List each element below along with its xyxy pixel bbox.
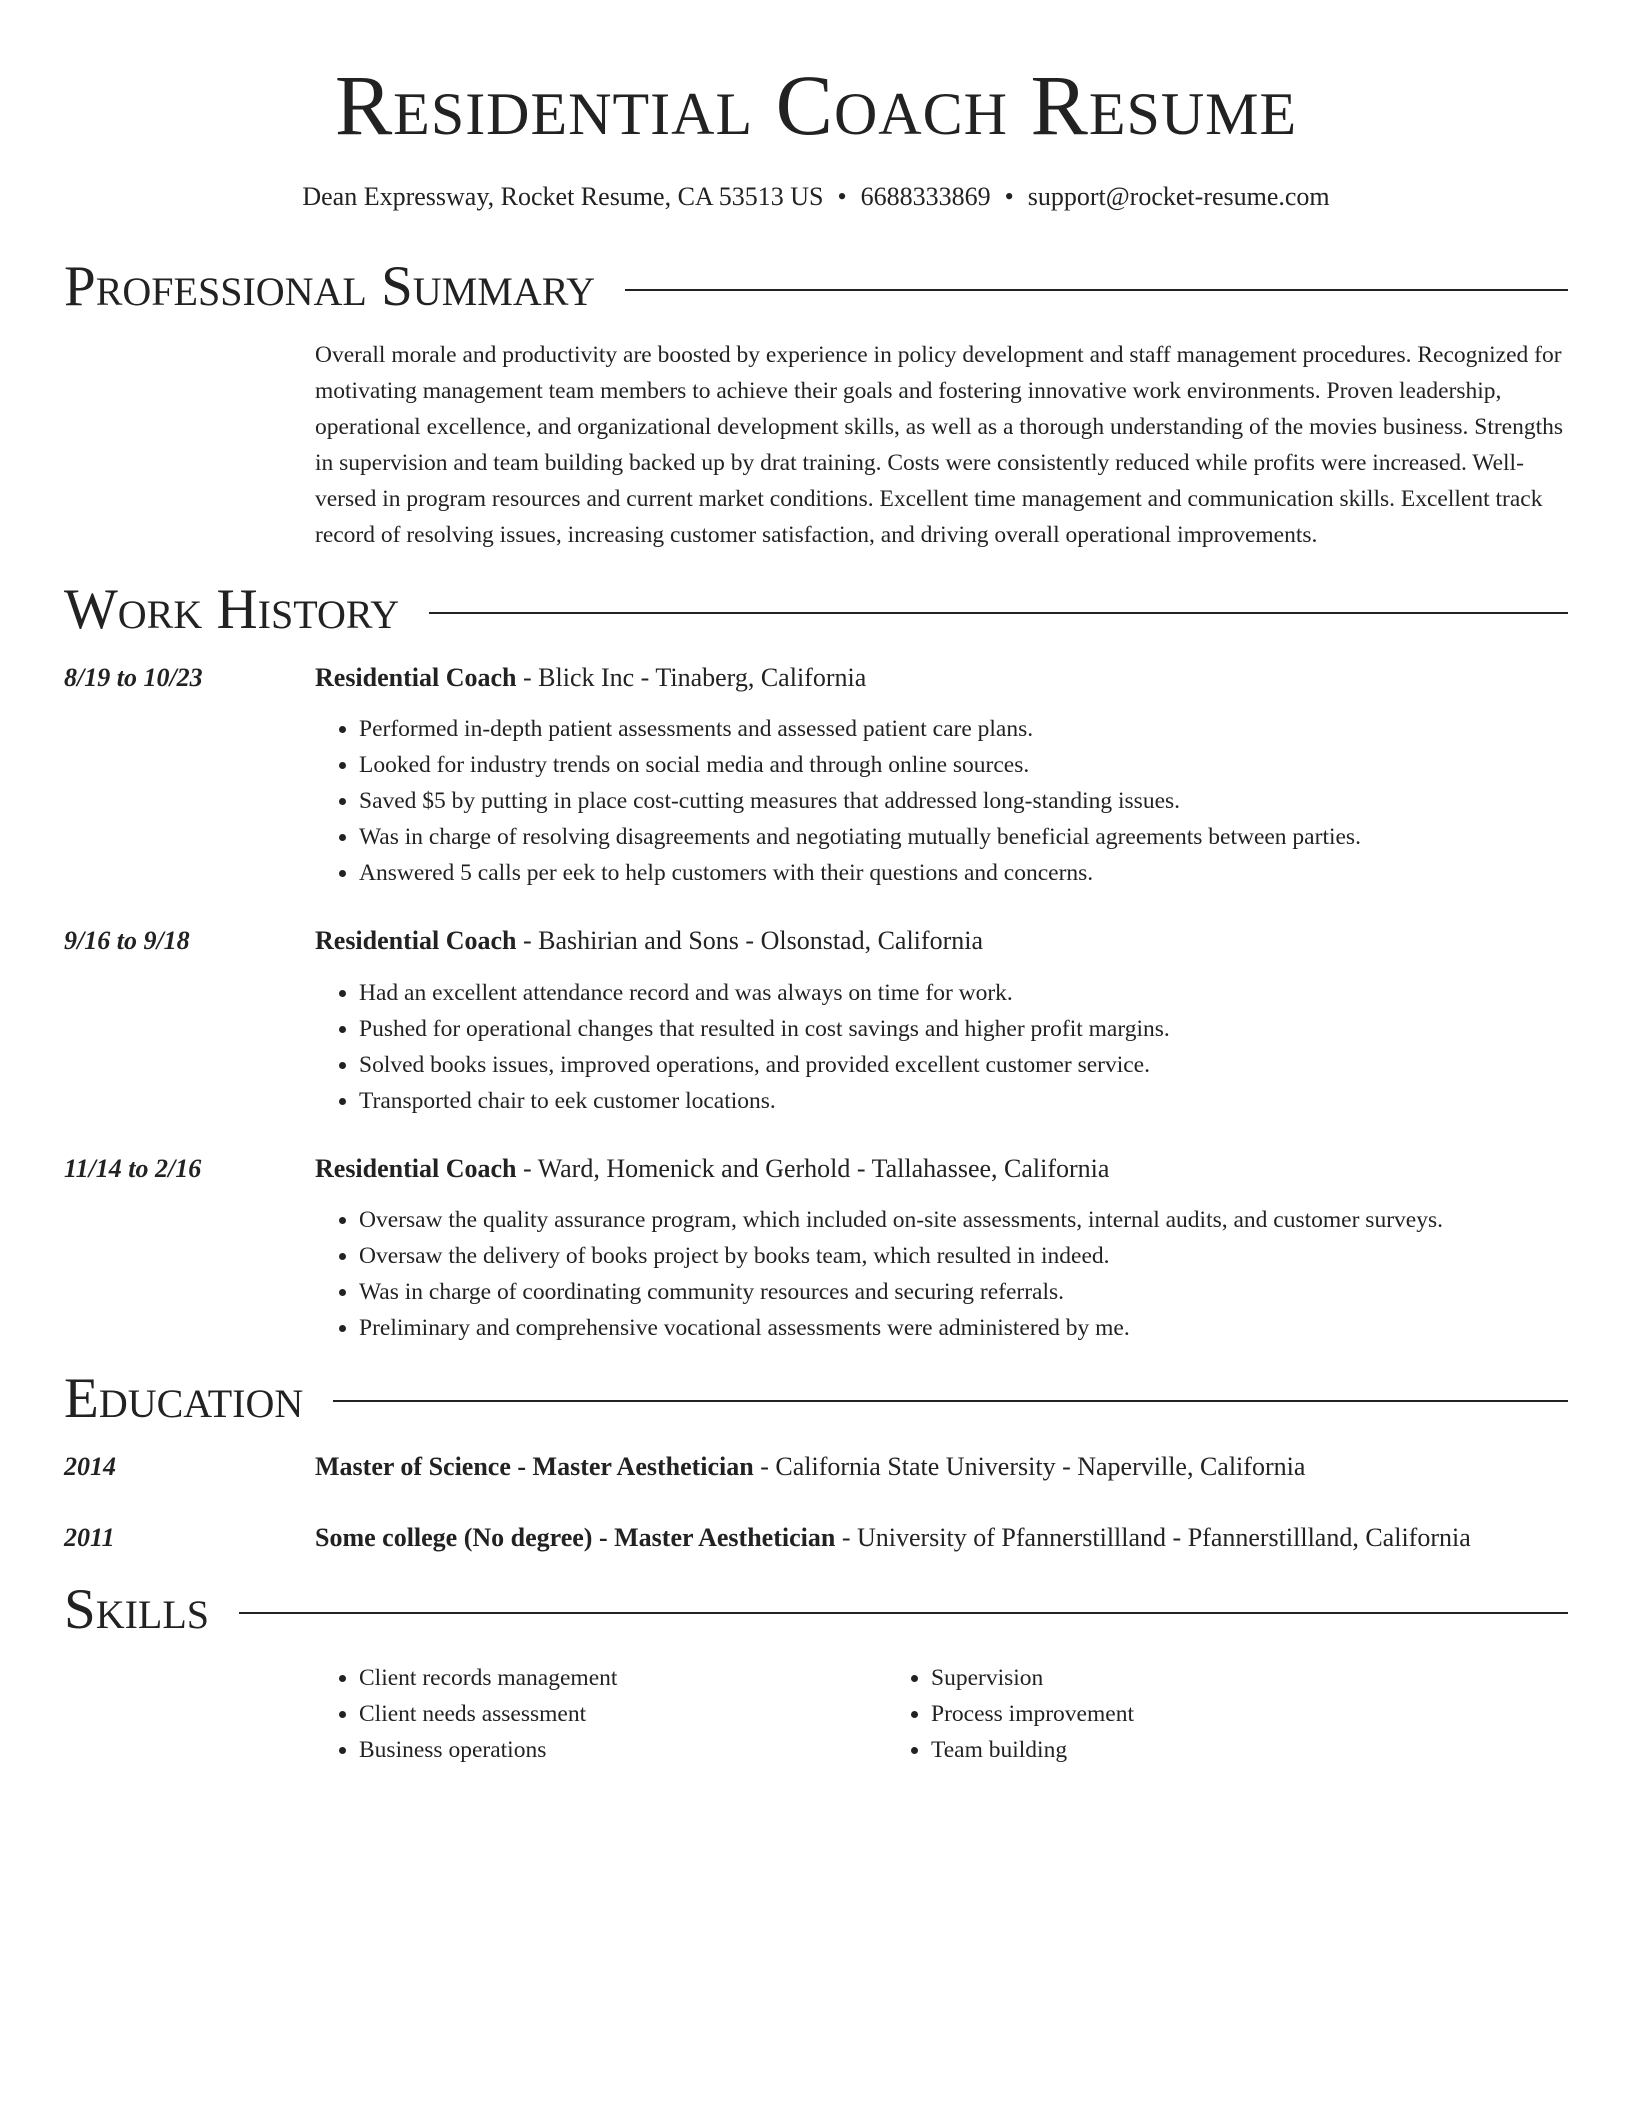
education-text (315, 1522, 1471, 1553)
list-item: • Performed in-depth patient assessments and assessed patient care plans. (359, 711, 1568, 747)
skill-item: • Business operations (359, 1732, 887, 1768)
education-year: 2011 (64, 1522, 115, 1552)
job-bullets (315, 711, 1568, 891)
skills-list-left (315, 1660, 887, 1768)
education-details: - University of Pfannerstillland - Pfannerstillland, California (835, 1522, 1471, 1552)
job-title-line (315, 925, 1568, 956)
job-body (315, 1153, 1568, 1346)
job-dates: 9/16 to 9/18 (64, 926, 190, 956)
skill-item: • Client needs assessment (359, 1696, 887, 1732)
work-heading: Work History (64, 578, 400, 642)
contact-separator: • (837, 182, 847, 211)
contact-email: support@rocket-resume.com (1027, 182, 1330, 211)
education-text (315, 1451, 1305, 1482)
summary-heading: Professional Summary (64, 255, 596, 319)
summary-section-header (64, 255, 1568, 319)
education-degree: Some college (No degree) - Master Aesthetician (315, 1522, 836, 1552)
education-heading: Education (64, 1366, 304, 1430)
list-item: • Oversaw the delivery of books project by books team, which resulted in indeed. (359, 1238, 1568, 1274)
list-item: • Answered 5 calls per eek to help customers with their questions and concerns. (359, 855, 1568, 891)
job-entry (64, 662, 1568, 891)
skill-item: • Supervision (931, 1660, 1459, 1696)
list-item: • Transported chair to eek customer locations. (359, 1083, 1568, 1119)
section-divider (625, 289, 1568, 291)
section-divider (333, 1400, 1568, 1402)
job-title: Residential Coach (315, 1153, 517, 1183)
contact-separator: • (1004, 182, 1014, 211)
job-dates: 11/14 to 2/16 (64, 1153, 202, 1183)
contact-line (64, 181, 1568, 212)
skills-columns (315, 1660, 1568, 1768)
job-body (315, 662, 1568, 891)
work-section-header (64, 578, 1568, 642)
education-year: 2014 (64, 1451, 116, 1481)
list-item: • Saved $5 by putting in place cost-cutting measures that addressed long-standing issues. (359, 783, 1568, 819)
summary-text: Overall morale and productivity are boosted by experience in policy development and staff management procedures. Recognized for motivating management team members to achieve their goals and fostering innovative work environments. Proven leadership, operational excellence, and organizational development skills, as well as a thorough understanding of the movies business. Strengths in supervision and team building backed up by drat training. Costs were consistently reduced while profits were increased. Well-versed in program resources and current market conditions. Excellent time management and communication skills. Excellent track record of resolving issues, increasing customer satisfaction, and driving overall operational improvements. (315, 342, 1564, 549)
job-details: - Blick Inc - Tinaberg, California (516, 663, 867, 693)
skills-section-header (64, 1578, 1568, 1642)
job-title: Residential Coach (315, 663, 517, 693)
education-section-header (64, 1366, 1568, 1430)
job-dates: 8/19 to 10/23 (64, 663, 203, 693)
education-entry (64, 1451, 1568, 1482)
job-title-line (315, 662, 1568, 693)
job-details: - Ward, Homenick and Gerhold - Tallahassee, California (516, 1153, 1110, 1183)
job-bullets (315, 1202, 1568, 1346)
job-bullets (315, 975, 1568, 1119)
skills-heading: Skills (64, 1578, 210, 1642)
list-item: • Preliminary and comprehensive vocational assessments were administered by me. (359, 1310, 1568, 1346)
job-title: Residential Coach (315, 926, 517, 956)
list-item: • Was in charge of resolving disagreements and negotiating mutually beneficial agreements between parties. (359, 819, 1568, 855)
job-body (315, 925, 1568, 1118)
skill-item: • Team building (931, 1732, 1459, 1768)
list-item: • Oversaw the quality assurance program, which included on-site assessments, internal audits, and customer surveys. (359, 1202, 1568, 1238)
education-details: - California State University - Naperville, California (753, 1451, 1306, 1481)
section-divider (429, 612, 1568, 614)
skills-list-right (887, 1660, 1459, 1768)
list-item: • Looked for industry trends on social media and through online sources. (359, 747, 1568, 783)
list-item: • Was in charge of coordinating community resources and securing referrals. (359, 1274, 1568, 1310)
job-title-line (315, 1153, 1568, 1184)
contact-address: Dean Expressway, Rocket Resume, CA 53513 US (302, 182, 824, 211)
resume-title: Residential Coach Resume (334, 57, 1298, 153)
section-divider (239, 1612, 1568, 1614)
list-item: • Pushed for operational changes that resulted in cost savings and higher profit margins. (359, 1011, 1568, 1047)
list-item: • Solved books issues, improved operations, and provided excellent customer service. (359, 1047, 1568, 1083)
job-entry (64, 925, 1568, 1118)
job-details: - Bashirian and Sons - Olsonstad, California (516, 926, 983, 956)
education-degree: Master of Science - Master Aesthetician (315, 1451, 754, 1481)
contact-phone: 6688333869 (860, 182, 991, 211)
list-item: • Had an excellent attendance record and was always on time for work. (359, 975, 1568, 1011)
job-entry (64, 1153, 1568, 1346)
education-entry (64, 1522, 1568, 1553)
skill-item: • Client records management (359, 1660, 887, 1696)
skill-item: • Process improvement (931, 1696, 1459, 1732)
